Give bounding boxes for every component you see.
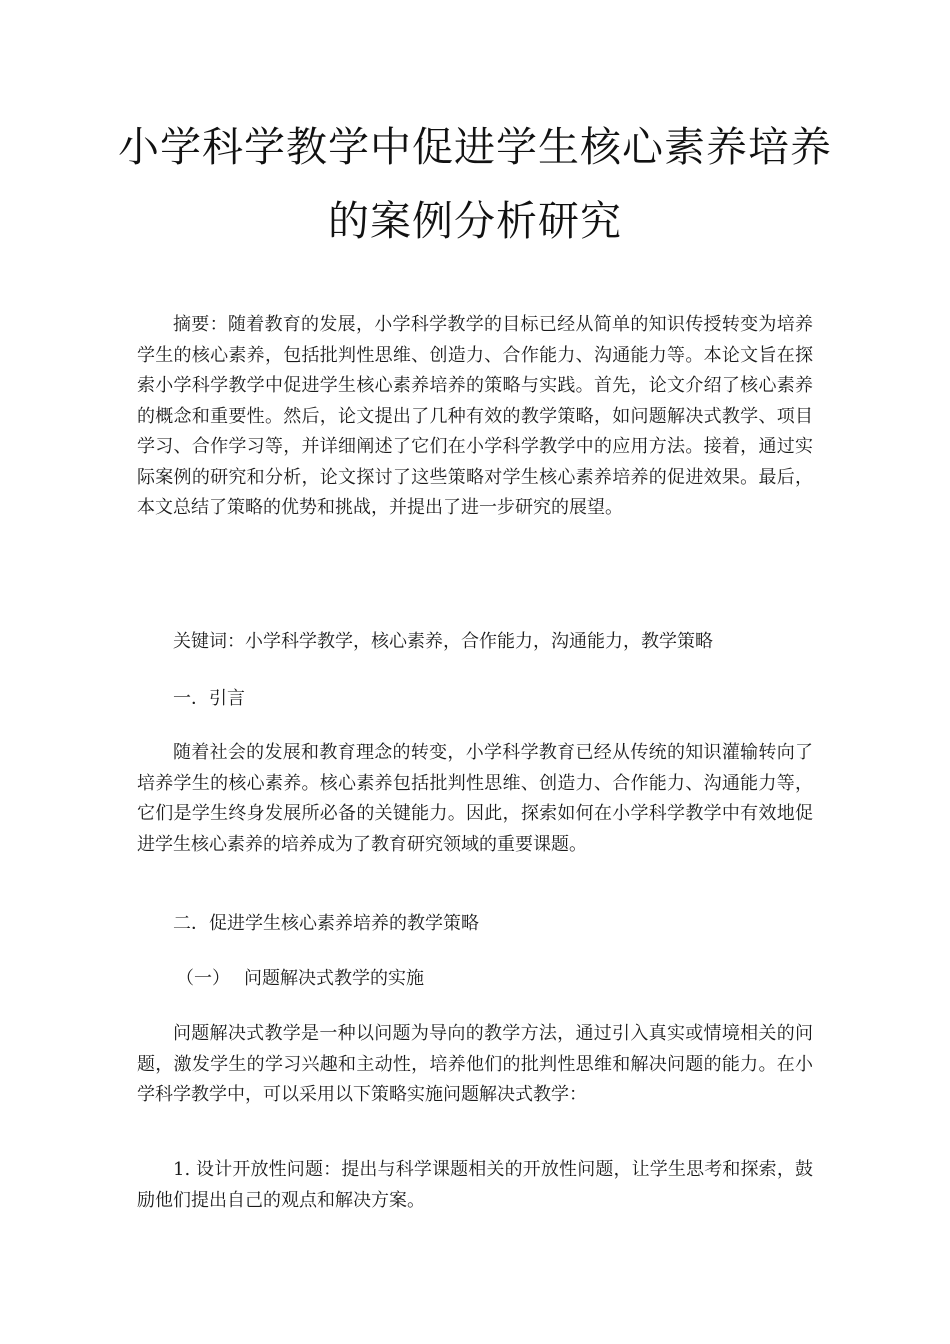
document-title-line-2: 的案例分析研究 [328,197,622,245]
list-item-open-questions: 1. 设计开放性问题：提出与科学课题相关的开放性问题，让学生思考和探索，鼓励他们提出自己的观点和解决方案。 [137,1159,813,1211]
subsection-title: 问题解决式教学的实施 [244,968,424,989]
subsection-number: （一） [176,968,230,989]
section-heading-strategies: 二．促进学生核心素养培养的教学策略 [173,913,479,934]
problem-solving-paragraph: 问题解决式教学是一种以问题为导向的教学方法，通过引入真实或情境相关的问题，激发学生的学习兴趣和主动性，培养他们的批判性思维和解决问题的能力。在小学科学教学中，可以采用以下策略实施问题解决式教学： [137,1023,813,1105]
introduction-paragraph: 随着社会的发展和教育理念的转变，小学科学教育已经从传统的知识灌输转向了培养学生的核心素养。核心素养包括批判性思维、创造力、合作能力、沟通能力等，它们是学生终身发展所必备的关键能力。因此，探索如何在小学科学教学中有效地促进学生核心素养的培养成为了教育研究领域的重要课题。 [137,742,813,855]
document-title-line-1: 小学科学教学中促进学生核心素养培养 [118,123,832,171]
section-heading-introduction: 一．引言 [173,688,245,709]
subsection-heading-problem-solving [176,964,424,994]
abstract-paragraph: 摘要：随着教育的发展，小学科学教学的目标已经从简单的知识传授转变为培养学生的核心素养，包括批判性思维、创造力、合作能力、沟通能力等。本论文旨在探索小学科学教学中促进学生核心素养培养的策略与实践。首先，论文介绍了核心素养的概念和重要性。然后，论文提出了几种有效的教学策略，如问题解决式教学、项目学习、合作学习等，并详细阐述了它们在小学科学教学中的应用方法。接着，通过实际案例的研究和分析，论文探讨了这些策略对学生核心素养培养的促进效果。最后，本文总结了策略的优势和挑战，并提出了进一步研究的展望。 [137,314,813,518]
keywords-line: 关键词：小学科学教学，核心素养，合作能力，沟通能力，教学策略 [173,631,713,652]
